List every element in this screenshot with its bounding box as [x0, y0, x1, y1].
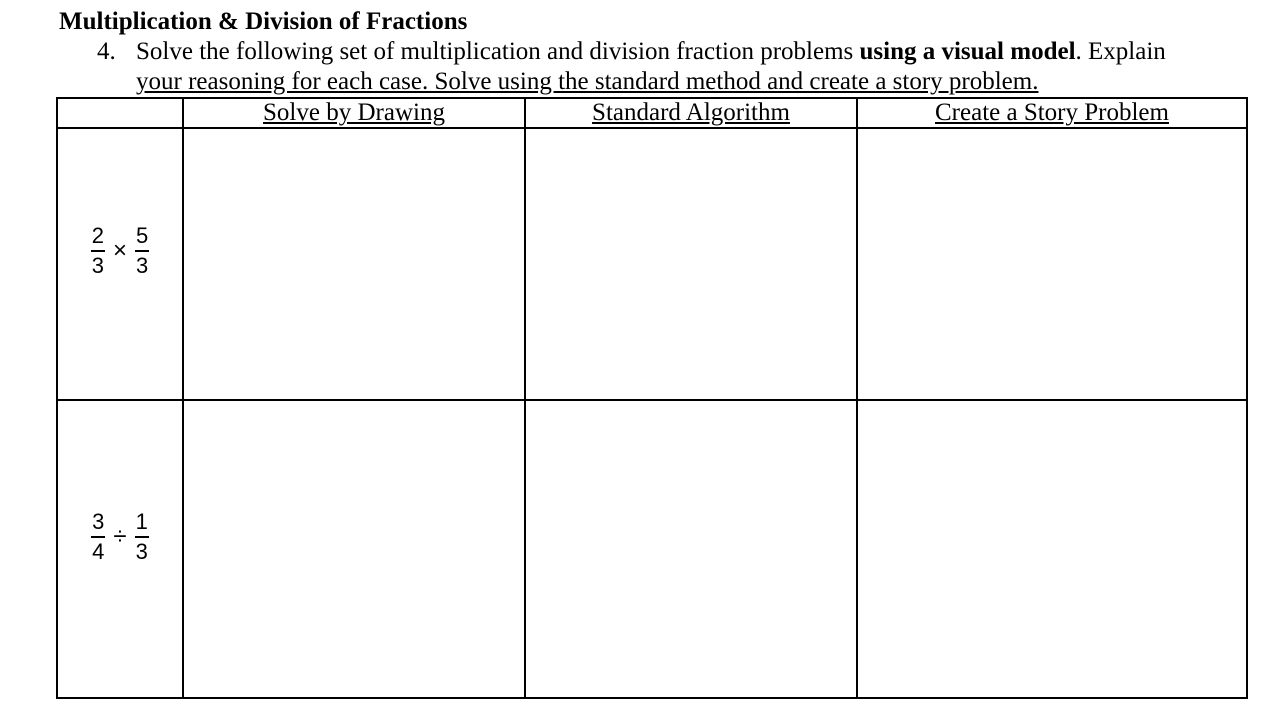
numerator: 3	[92, 509, 105, 534]
instruction-bold: using a visual model	[859, 38, 1076, 65]
algorithm-answer-cell[interactable]	[525, 128, 857, 400]
story-answer-cell[interactable]	[857, 400, 1247, 698]
fraction-bar	[135, 536, 149, 538]
numerator: 2	[91, 223, 104, 248]
denominator: 3	[136, 253, 149, 278]
fraction	[90, 509, 106, 565]
fraction-expression	[58, 509, 182, 565]
denominator: 3	[91, 253, 104, 278]
header-row	[57, 98, 1247, 128]
story-answer-cell[interactable]	[857, 128, 1247, 400]
instruction-text-a: Solve the following set of multiplication and division fraction problems	[136, 38, 860, 65]
drawing-answer-cell[interactable]	[183, 400, 525, 698]
numerator: 1	[135, 509, 148, 534]
instruction-text-b: . Explain	[1075, 38, 1166, 65]
page-title: Multiplication & Division of Fractions	[59, 8, 468, 35]
denominator: 4	[92, 539, 105, 564]
header-empty	[57, 98, 183, 128]
expression-cell	[57, 400, 183, 698]
numerator: 5	[136, 223, 149, 248]
multiply-sign: ×	[112, 237, 127, 264]
expression-cell	[57, 128, 183, 400]
header-solve-by-drawing: Solve by Drawing	[183, 98, 525, 128]
table-row	[57, 400, 1247, 698]
denominator: 3	[135, 539, 148, 564]
header-create-story-problem: Create a Story Problem	[857, 98, 1247, 128]
fraction	[90, 223, 106, 279]
worksheet-table	[56, 97, 1248, 699]
drawing-answer-cell[interactable]	[183, 128, 525, 400]
divide-sign: ÷	[113, 523, 127, 550]
algorithm-answer-cell[interactable]	[525, 400, 857, 698]
fraction-bar	[91, 536, 105, 538]
instruction-line-1	[136, 37, 1166, 67]
table-row	[57, 128, 1247, 400]
instruction-line-2: your reasoning for each case. Solve using the standard method and create a story problem.	[136, 68, 1039, 95]
fraction-expression	[58, 223, 182, 279]
fraction-bar	[135, 250, 149, 252]
fraction-bar	[91, 250, 105, 252]
item-number: 4.	[97, 38, 116, 65]
header-standard-algorithm: Standard Algorithm	[525, 98, 857, 128]
fraction	[134, 509, 150, 565]
fraction	[134, 223, 150, 279]
